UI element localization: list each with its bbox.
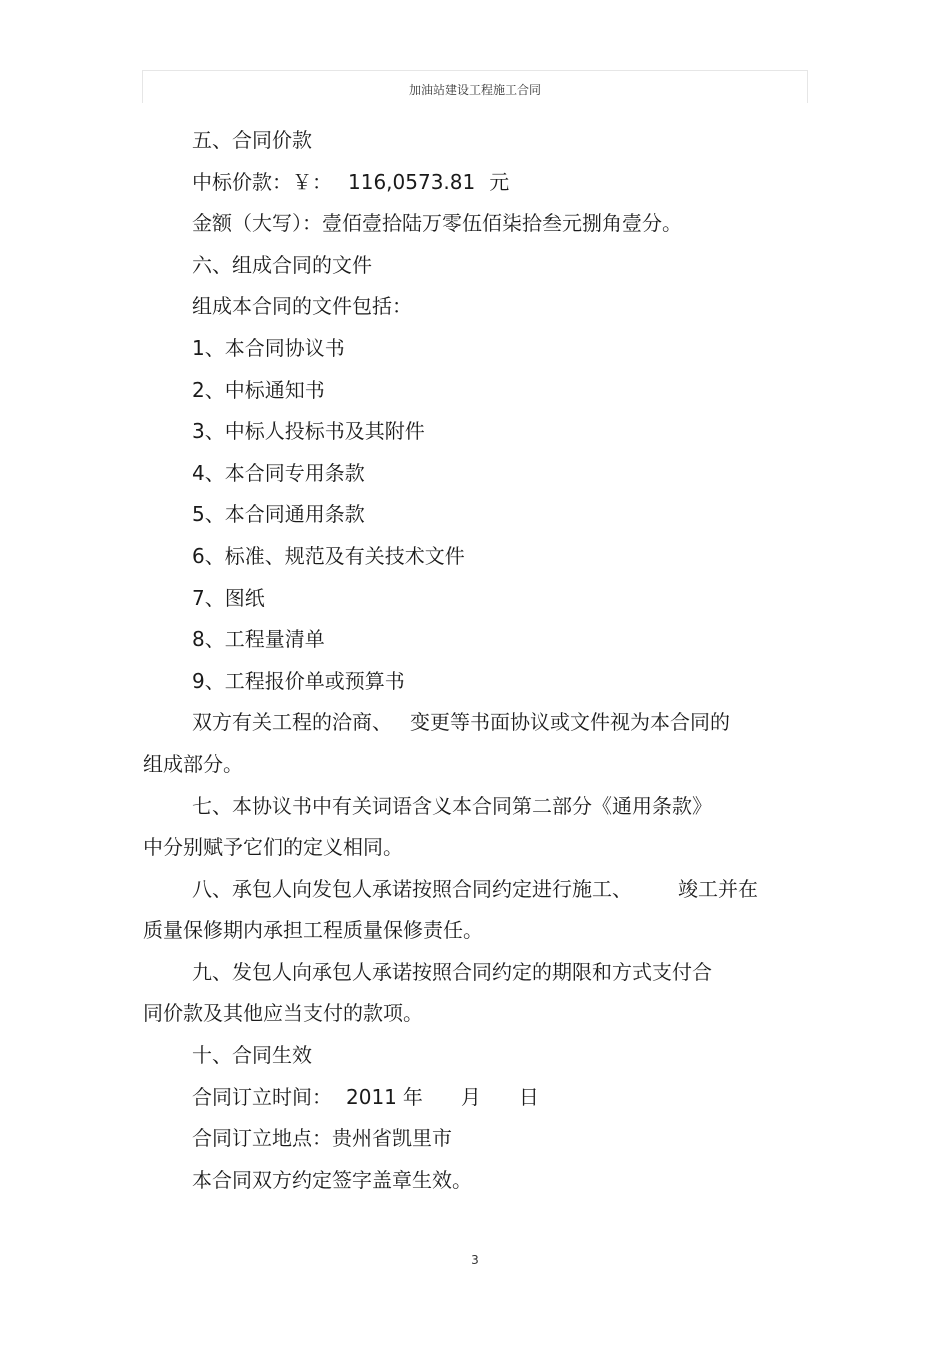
- section10-heading: 十、合同生效: [192, 1043, 312, 1068]
- list-item: 2、中标通知书: [192, 377, 325, 402]
- amount-in-words: 金额（大写）：壹佰壹拾陆万零伍佰柒拾叁元捌角壹分。: [192, 211, 682, 236]
- list-item: 3、中标人投标书及其附件: [192, 419, 425, 444]
- price-line: [0, 162, 950, 204]
- contract-place: 合同订立地点：贵州省凯里市: [192, 1126, 452, 1151]
- contract-date-line: [0, 1077, 950, 1119]
- section6-note-part2: 变更等书面协议或文件视为本合同的: [410, 710, 730, 735]
- section9-line2: 同价款及其他应当支付的款项。: [143, 1001, 423, 1026]
- section8-line2: 质量保修期内承担工程质量保修责任。: [143, 918, 483, 943]
- section5-heading: 五、合同价款: [192, 128, 312, 152]
- price-label: 中标价款：￥：: [192, 169, 332, 194]
- section8-line1-part1: 八、承包人向发包人承诺按照合同约定进行施工、: [192, 876, 632, 901]
- page-number: 3: [471, 1253, 479, 1267]
- section6-heading: 六、组成合同的文件: [192, 252, 372, 277]
- list-item: 8、工程量清单: [192, 627, 325, 652]
- year-value: 2011: [346, 1084, 397, 1109]
- list-item: 9、工程报价单或预算书: [192, 668, 405, 693]
- section8-line1: [0, 869, 950, 911]
- list-item: 5、本合同通用条款: [192, 502, 365, 527]
- contract-effect: 本合同双方约定签字盖章生效。: [192, 1167, 472, 1192]
- document-body: [0, 120, 950, 1201]
- month-unit: 月: [460, 1084, 481, 1109]
- header-title: 加油站建设工程施工合同: [408, 83, 541, 97]
- list-item: 1、本合同协议书: [192, 335, 345, 360]
- section6-note-cont: 组成部分。: [143, 751, 243, 776]
- section7-line2: 中分别赋予它们的定义相同。: [143, 835, 403, 860]
- list-item: 7、图纸: [192, 585, 265, 610]
- day-unit: 日: [518, 1084, 539, 1109]
- page-header: [142, 70, 808, 103]
- date-label: 合同订立时间：: [192, 1084, 332, 1109]
- price-value: 116,0573.81: [348, 169, 476, 194]
- list-item: 4、本合同专用条款: [192, 460, 365, 485]
- section8-line1-part2: 竣工并在: [678, 876, 758, 901]
- section6-intro: 组成本合同的文件包括：: [192, 294, 412, 319]
- section6-note-part1: 双方有关工程的洽商、: [192, 710, 392, 735]
- year-unit: 年: [402, 1084, 423, 1109]
- section7-line1: 七、本协议书中有关词语含义本合同第二部分《通用条款》: [192, 793, 712, 818]
- section6-note: [0, 702, 950, 744]
- list-item: 6、标准、规范及有关技术文件: [192, 543, 465, 568]
- price-unit: 元: [489, 169, 510, 194]
- section9-line1: 九、发包人向承包人承诺按照合同约定的期限和方式支付合: [192, 959, 712, 984]
